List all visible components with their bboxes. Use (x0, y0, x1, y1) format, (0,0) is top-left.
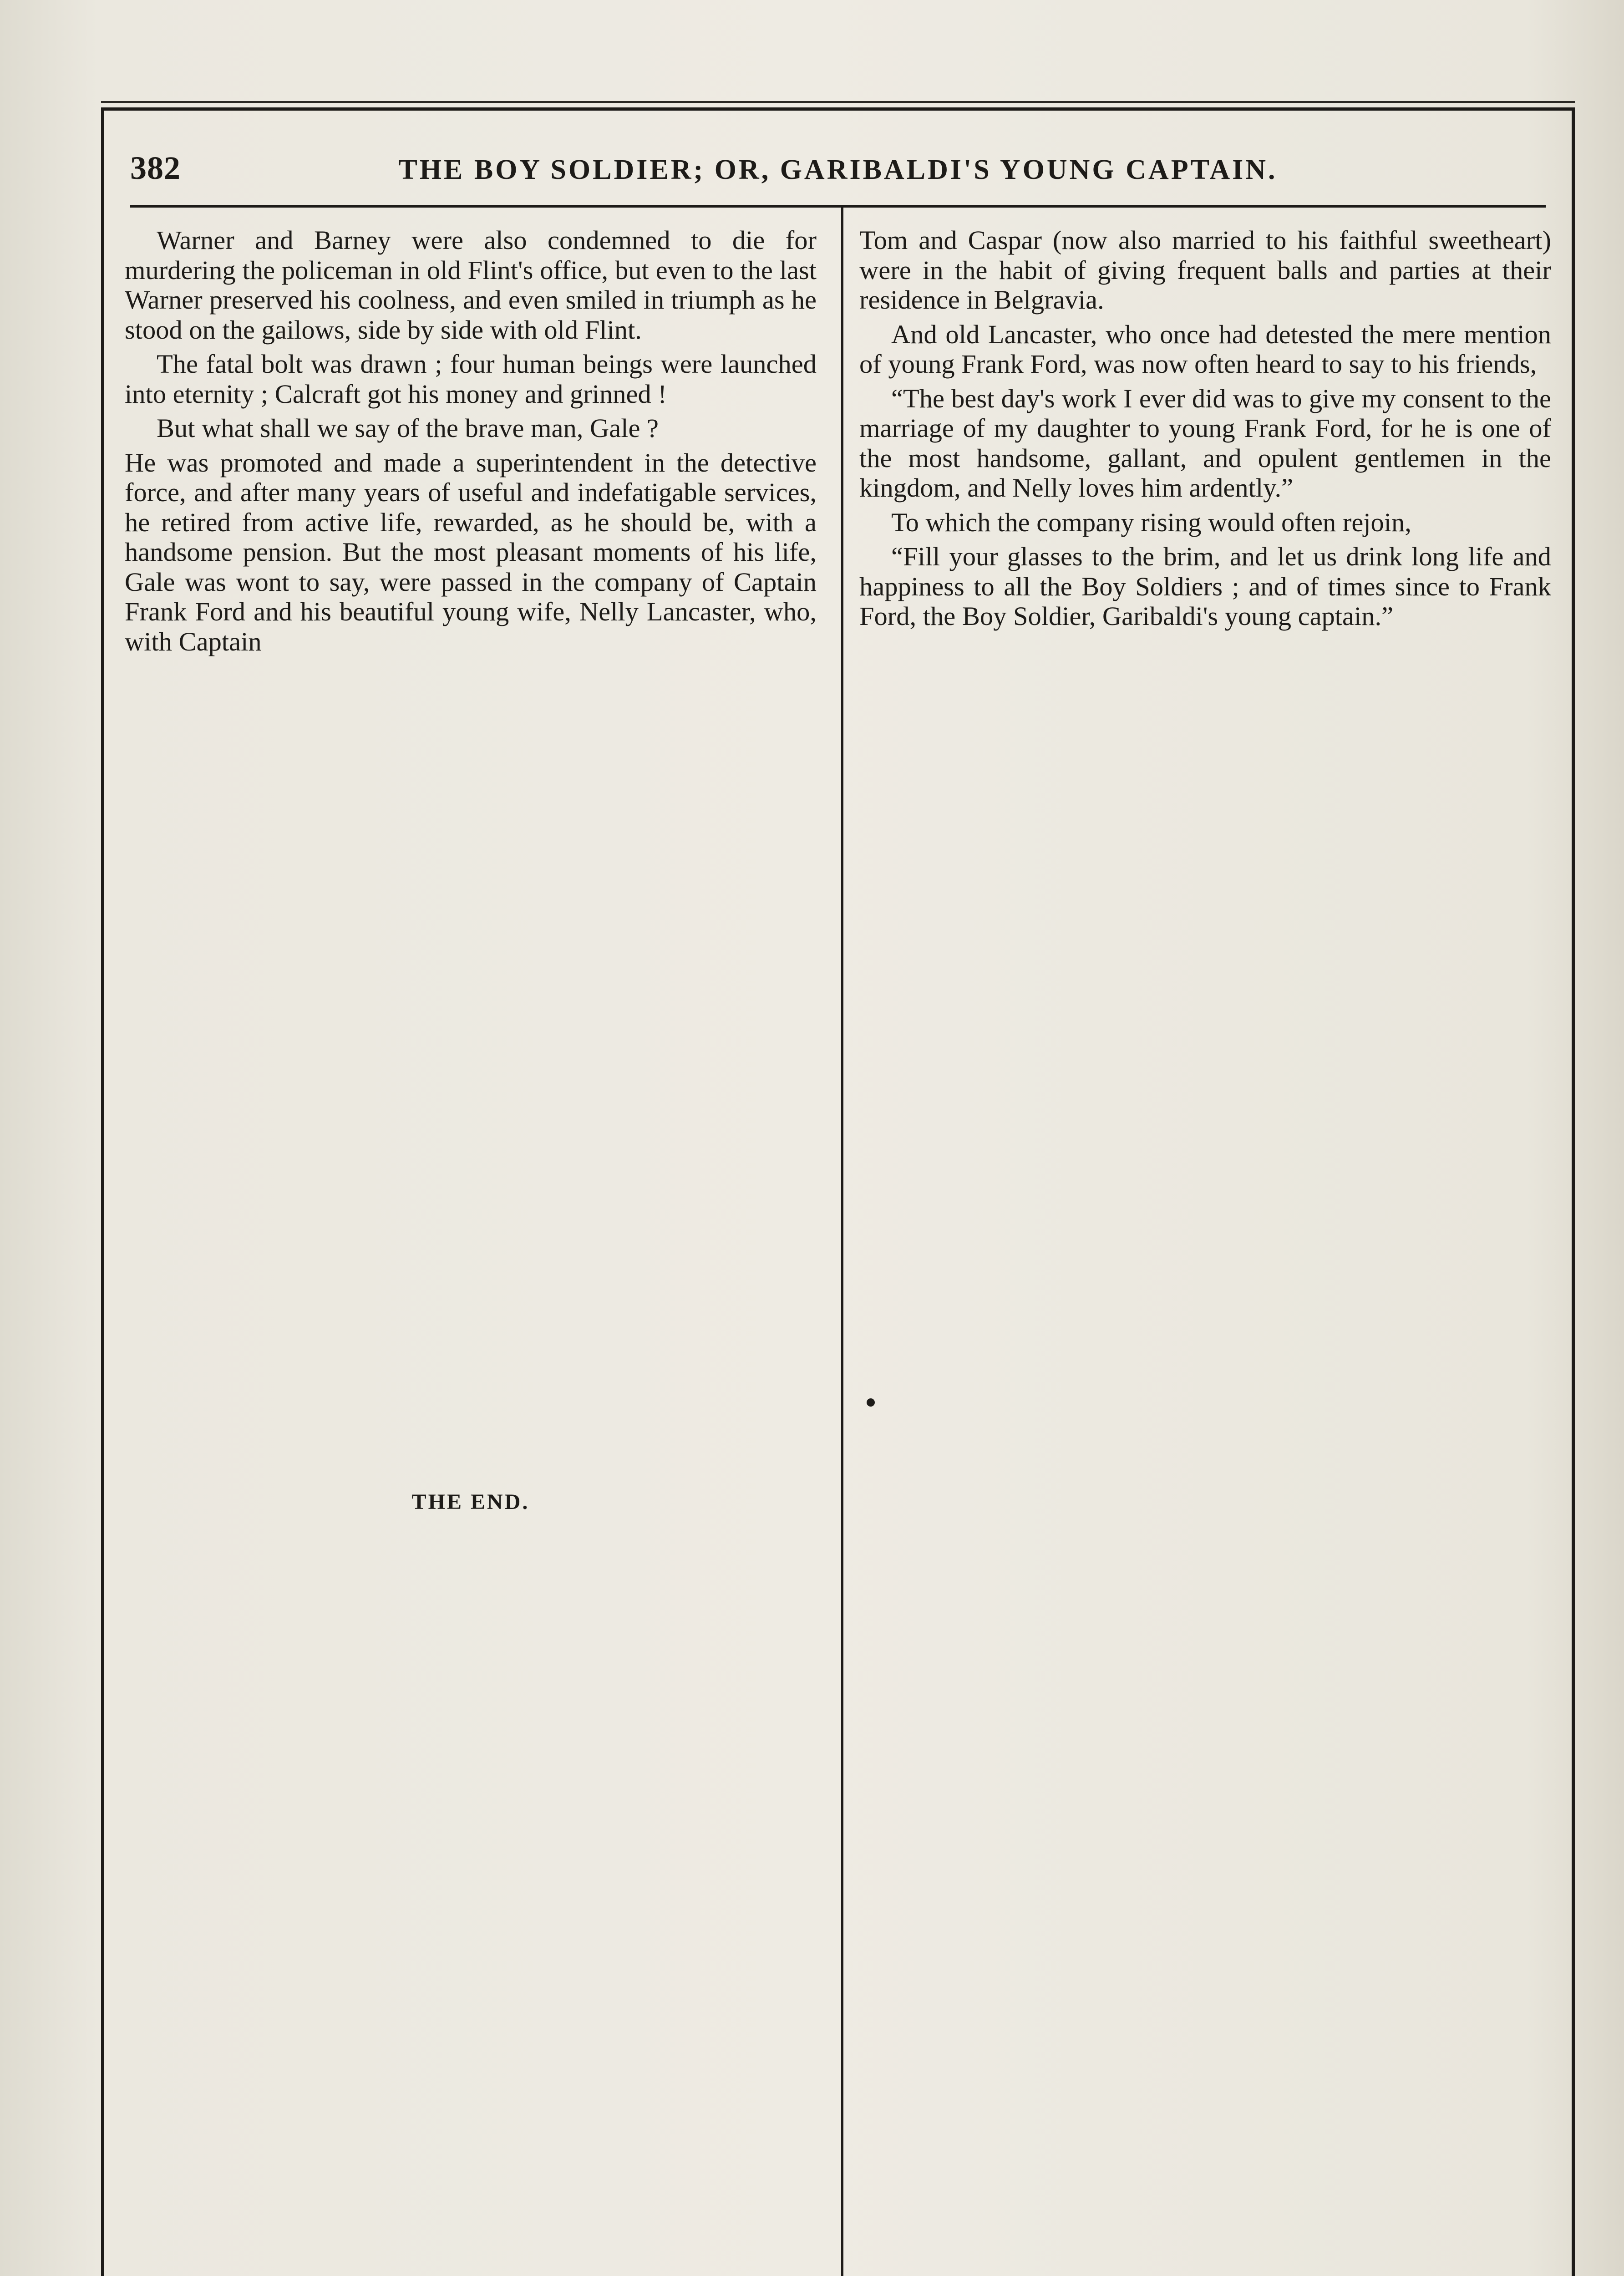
header-rule (130, 205, 1546, 208)
page-header (130, 149, 1546, 195)
left-column (125, 225, 817, 661)
paragraph: To which the company rising would often rejoin, (891, 507, 1411, 537)
paragraph: Warner and Barney were also condemned to die for murdering the policeman in old Flint's office, but even to the last Warner preserved his coolness, and even smiled in triumph as he stood on the gailows, side by side with old Flint. (125, 225, 817, 345)
paragraph: He was promoted and made a superintendent in the detective force, and after many years of useful and indefatigable services, he retired from active life, rewarded, as he should be, with a handsome pension. But the most pleasant moments of his life, Gale was wont to say, were passed in the company of Captain Frank Ford and his beautiful young wife, Nelly Lancaster, who, with Captain (125, 447, 817, 656)
column-divider (841, 208, 843, 2276)
quotation: “The best day's work I ever did was to give my consent to the marriage of my daughter to young Frank Ford, for he is one of the most handsome, gallant, and opulent gentlemen in the kingdom, and Nelly loves him ardently.” (859, 383, 1551, 503)
paragraph: The fatal bolt was drawn ; four human beings were launched into eternity ; Calcraft got his money and grinned ! (125, 349, 817, 409)
ink-speck (867, 1398, 875, 1407)
running-title: THE BOY SOLDIER; OR, GARIBALDI'S YOUNG CAPTAIN. (398, 154, 1278, 185)
paragraph: But what shall we say of the brave man, Gale ? (157, 413, 659, 443)
frame-top-rule (101, 101, 1575, 103)
end-mark: THE END. (411, 1490, 530, 1514)
page-number: 382 (130, 150, 181, 186)
quotation: “Fill your glasses to the brim, and let us drink long life and happiness to all the Boy Soldiers ; and of times since to Frank Ford, the Boy Soldier, Garibaldi's young captain.” (859, 542, 1551, 631)
paragraph: And old Lancaster, who once had detested the mere mention of young Frank Ford, was now often heard to say to his friends, (859, 319, 1551, 379)
paragraph: Tom and Caspar (now also married to his faithful sweetheart) were in the habit of giving frequent balls and parties at their residence in Belgravia. (859, 225, 1551, 315)
right-column (859, 225, 1551, 636)
